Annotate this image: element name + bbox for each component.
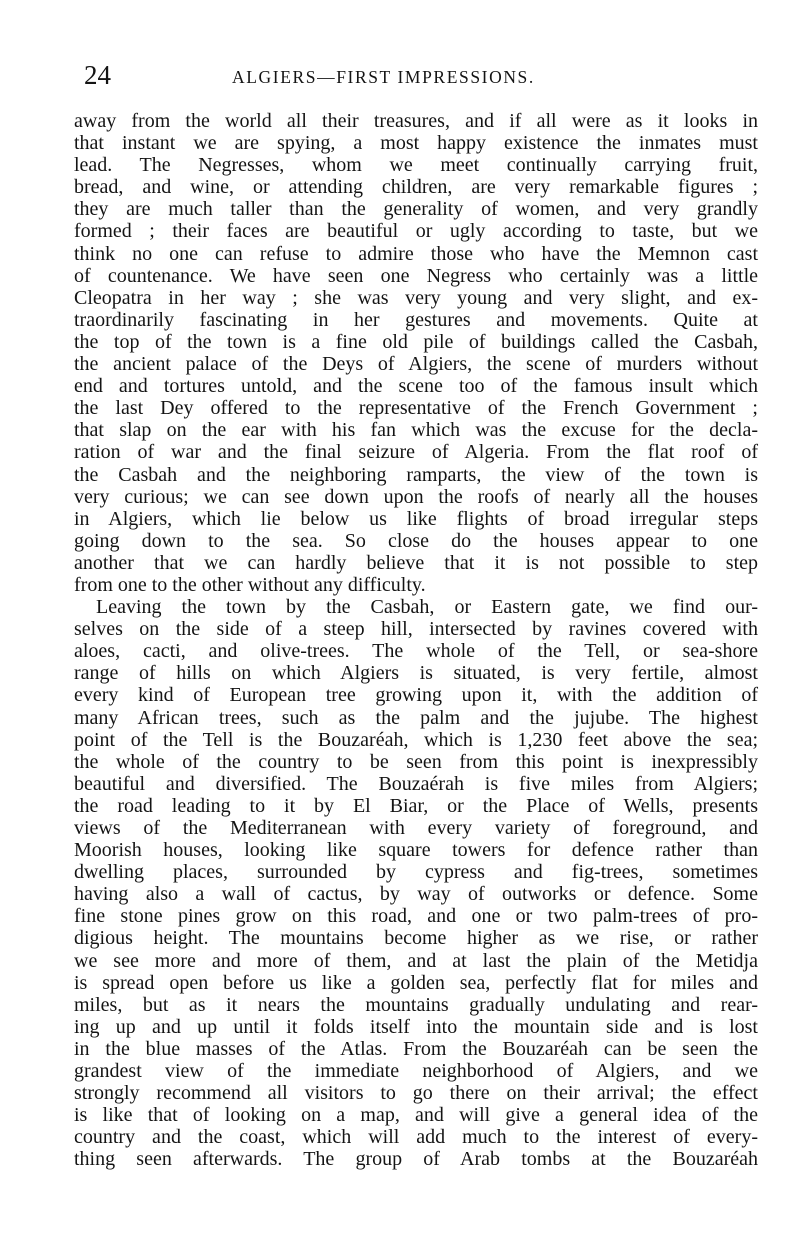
text-line: formed ; their faces are beautiful or ugly according to taste, but we xyxy=(74,220,758,243)
text-line: grandest view of the immediate neighborhood of Algiers, and we xyxy=(74,1060,758,1083)
text-line: they are much taller than the generality of women, and very grandly xyxy=(74,198,758,221)
text-line: many African trees, such as the palm and the jujube. The highest xyxy=(74,706,758,729)
text-line: lead. The Negresses, whom we meet continually carrying fruit, xyxy=(74,154,758,177)
text-line: digious height. The mountains become higher as we rise, or rather xyxy=(74,927,758,950)
paragraph xyxy=(74,110,758,596)
text-line: is like that of looking on a map, and will give a general idea of the xyxy=(74,1104,758,1127)
text-line: the Casbah and the neighboring ramparts, the view of the town is xyxy=(74,463,758,486)
text-line: the road leading to it by El Biar, or the Place of Wells, presents xyxy=(74,794,758,817)
text-line: in the blue masses of the Atlas. From the Bouzaréah can be seen the xyxy=(74,1037,758,1060)
text-line: the ancient palace of the Deys of Algiers, the scene of murders without xyxy=(74,353,758,376)
text-line: Cleopatra in her way ; she was very young and very slight, and ex- xyxy=(74,286,758,309)
text-line: from one to the other without any difficulty. xyxy=(74,573,426,596)
text-line: away from the world all their treasures, and if all were as it looks in xyxy=(74,110,758,132)
text-line: every kind of European tree growing upon it, with the addition of xyxy=(74,684,758,707)
running-title: ALGIERS—FIRST IMPRESSIONS. xyxy=(232,67,535,87)
text-line: dwelling places, surrounded by cypress and fig-trees, sometimes xyxy=(74,861,758,884)
text-line: the last Dey offered to the representative of the French Government ; xyxy=(74,397,758,420)
text-line: going down to the sea. So close do the houses appear to one xyxy=(74,529,758,552)
text-line: of countenance. We have seen one Negress who certainly was a little xyxy=(74,264,758,287)
text-line: we see more and more of them, and at last the plain of the Metidja xyxy=(74,949,758,972)
text-line: is spread open before us like a golden sea, perfectly flat for miles and xyxy=(74,971,758,994)
text-line: ing up and up until it folds itself into the mountain side and is lost xyxy=(74,1015,758,1038)
text-line: ration of war and the final seizure of Algeria. From the flat roof of xyxy=(74,441,758,464)
text-line: beautiful and diversified. The Bouzaérah is five miles from Algiers; xyxy=(74,772,758,795)
text-line: very curious; we can see down upon the roofs of nearly all the houses xyxy=(74,485,758,508)
text-line: think no one can refuse to admire those who have the Memnon cast xyxy=(74,242,758,265)
page-number: 24 xyxy=(84,60,111,90)
text-line: bread, and wine, or attending children, are very remarkable figures ; xyxy=(74,176,758,199)
text-line: in Algiers, which lie below us like flights of broad irregular steps xyxy=(74,507,758,530)
text-line: point of the Tell is the Bouzaréah, which is 1,230 feet above the sea; xyxy=(74,728,758,751)
body-text xyxy=(74,110,758,1171)
text-line: another that we can hardly believe that it is not possible to step xyxy=(74,551,758,574)
text-line: fine stone pines grow on this road, and one or two palm-trees of pro- xyxy=(74,905,758,928)
text-line: the whole of the country to be seen from this point is inexpressibly xyxy=(74,750,758,773)
text-line: range of hills on which Algiers is situated, is very fertile, almost xyxy=(74,662,758,685)
text-line: selves on the side of a steep hill, intersected by ravines covered with xyxy=(74,618,758,641)
text-line: the top of the town is a fine old pile of buildings called the Casbah, xyxy=(74,330,758,353)
text-line: Leaving the town by the Casbah, or Eastern gate, we find our- xyxy=(96,596,758,619)
text-line: that slap on the ear with his fan which was the excuse for the decla- xyxy=(74,419,758,442)
paragraph xyxy=(74,596,758,1170)
text-line: views of the Mediterranean with every variety of foreground, and xyxy=(74,817,758,839)
text-line: strongly recommend all visitors to go there on their arrival; the effect xyxy=(74,1082,758,1105)
text-line: that instant we are spying, a most happy existence the inmates must xyxy=(74,132,758,155)
text-line: aloes, cacti, and olive-trees. The whole of the Tell, or sea-shore xyxy=(74,640,758,663)
text-line: Moorish houses, looking like square towers for defence rather than xyxy=(74,839,758,862)
text-line: country and the coast, which will add much to the interest of every- xyxy=(74,1126,758,1149)
text-line: traordinarily fascinating in her gestures and movements. Quite at xyxy=(74,308,758,331)
text-line: thing seen afterwards. The group of Arab tombs at the Bouzaréah xyxy=(74,1148,758,1171)
page-header xyxy=(84,56,764,96)
text-line: miles, but as it nears the mountains gradually undulating and rear- xyxy=(74,993,758,1016)
text-line: end and tortures untold, and the scene too of the famous insult which xyxy=(74,375,758,398)
text-line: having also a wall of cactus, by way of outworks or defence. Some xyxy=(74,883,758,906)
